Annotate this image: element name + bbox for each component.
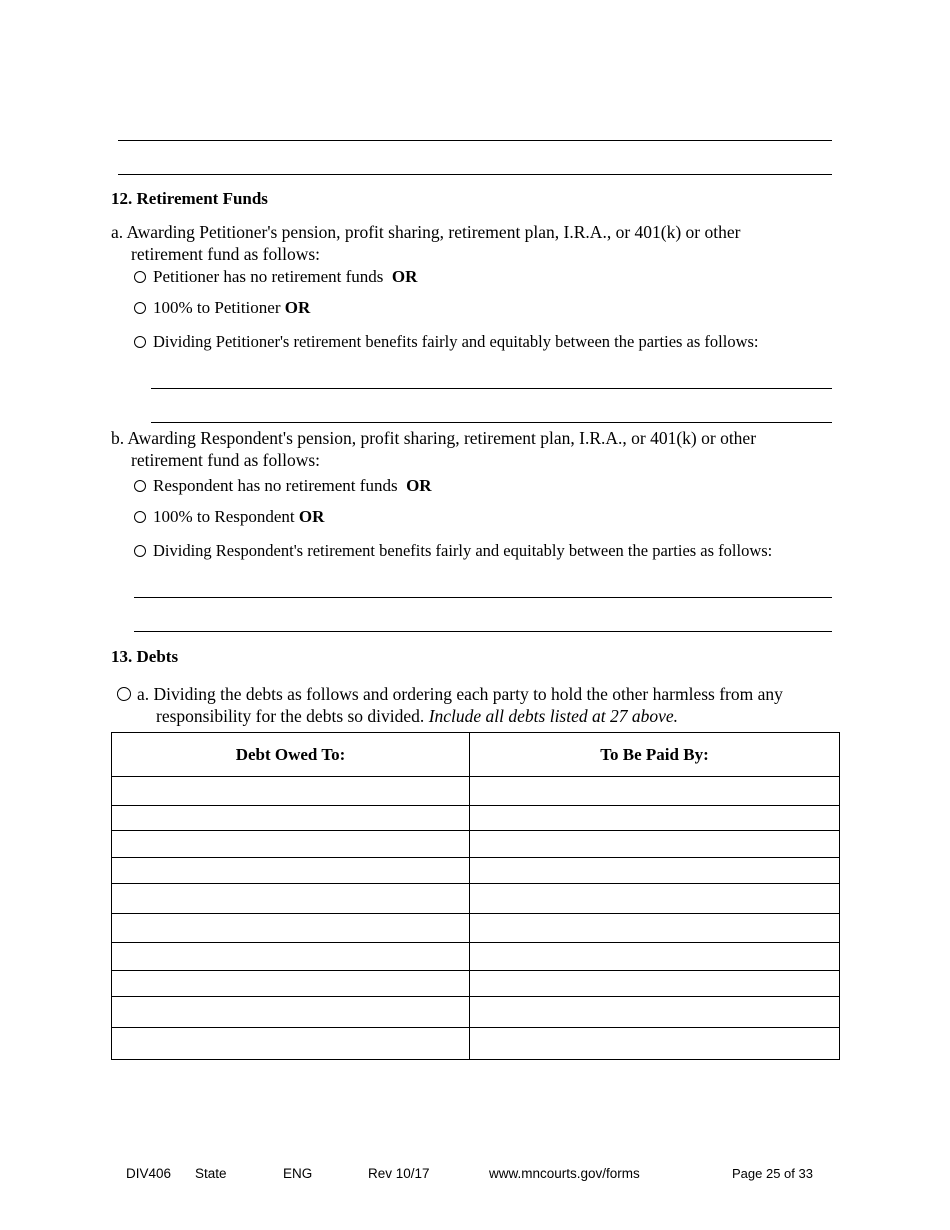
radio-button[interactable]	[134, 302, 146, 314]
retirement-a-text-line1: a. Awarding Petitioner's pension, profit sharing, retirement plan, I.R.A., or 401(k) or other	[111, 222, 741, 242]
radio-button[interactable]	[134, 480, 146, 492]
radio-button[interactable]	[134, 545, 146, 557]
debts-table	[111, 732, 840, 1060]
debt-owed-to-cell[interactable]	[112, 858, 470, 884]
fill-line[interactable]	[151, 422, 832, 423]
retirement-a-option-none[interactable]: Petitioner has no retirement funds OR	[134, 267, 417, 287]
to-be-paid-by-cell[interactable]	[470, 943, 840, 971]
debt-owed-to-cell[interactable]	[112, 806, 470, 831]
radio-button[interactable]	[134, 336, 146, 348]
footer-url: www.mncourts.gov/forms	[489, 1166, 640, 1181]
fill-line[interactable]	[118, 174, 832, 175]
debts-a-text-line2: responsibility for the debts so divided. Include all debts listed at 27 above.	[156, 706, 679, 726]
retirement-b-text-line2: retirement fund as follows:	[131, 450, 321, 470]
radio-button[interactable]	[134, 511, 146, 523]
to-be-paid-by-cell[interactable]	[470, 777, 840, 806]
table-row	[112, 997, 840, 1028]
fill-line[interactable]	[118, 140, 832, 141]
debt-owed-to-cell[interactable]	[112, 997, 470, 1028]
to-be-paid-by-cell[interactable]	[470, 884, 840, 914]
fill-line[interactable]	[134, 631, 832, 632]
section-heading-debts: 13. Debts	[111, 647, 179, 666]
retirement-b-option-none[interactable]: Respondent has no retirement funds OR	[134, 476, 432, 496]
table-row	[112, 1028, 840, 1060]
retirement-b-option-100[interactable]: 100% to Respondent OR	[134, 507, 324, 527]
debt-owed-to-cell[interactable]	[112, 777, 470, 806]
table-row	[112, 858, 840, 884]
to-be-paid-by-cell[interactable]	[470, 1028, 840, 1060]
footer-page-number: Page 25 of 33	[732, 1166, 813, 1181]
radio-button[interactable]	[117, 687, 131, 701]
to-be-paid-by-cell[interactable]	[470, 858, 840, 884]
table-row	[112, 777, 840, 806]
radio-button[interactable]	[134, 271, 146, 283]
fill-line[interactable]	[134, 597, 832, 598]
retirement-b-option-divide[interactable]: Dividing Respondent's retirement benefits fairly and equitably between the parties as follows:	[134, 541, 772, 561]
table-row	[112, 831, 840, 858]
table-row	[112, 884, 840, 914]
to-be-paid-by-cell[interactable]	[470, 806, 840, 831]
to-be-paid-by-cell[interactable]	[470, 997, 840, 1028]
column-header-debt-owed-to: Debt Owed To:	[112, 733, 470, 777]
footer-language: ENG	[283, 1166, 313, 1181]
retirement-a-text-line2: retirement fund as follows:	[131, 244, 321, 264]
fill-line[interactable]	[151, 388, 832, 389]
debts-note: Include all debts listed at 27 above.	[428, 706, 679, 726]
debt-owed-to-cell[interactable]	[112, 914, 470, 943]
to-be-paid-by-cell[interactable]	[470, 971, 840, 997]
table-row	[112, 971, 840, 997]
debts-a-option[interactable]: a. Dividing the debts as follows and ordering each party to hold the other harmless from any	[117, 683, 783, 705]
to-be-paid-by-cell[interactable]	[470, 831, 840, 858]
table-row	[112, 943, 840, 971]
section-heading-retirement-funds: 12. Retirement Funds	[111, 189, 268, 208]
debt-owed-to-cell[interactable]	[112, 1028, 470, 1060]
footer-form-id: DIV406	[126, 1166, 172, 1181]
debt-owed-to-cell[interactable]	[112, 943, 470, 971]
retirement-a-option-divide[interactable]: Dividing Petitioner's retirement benefits fairly and equitably between the parties as follows:	[134, 332, 759, 352]
footer-revision: Rev 10/17	[368, 1166, 430, 1181]
table-row	[112, 806, 840, 831]
column-header-to-be-paid-by: To Be Paid By:	[470, 733, 840, 777]
debt-owed-to-cell[interactable]	[112, 971, 470, 997]
footer-scope: State	[195, 1166, 227, 1181]
retirement-a-option-100[interactable]: 100% to Petitioner OR	[134, 298, 310, 318]
debt-owed-to-cell[interactable]	[112, 831, 470, 858]
to-be-paid-by-cell[interactable]	[470, 914, 840, 943]
retirement-b-text-line1: b. Awarding Respondent's pension, profit sharing, retirement plan, I.R.A., or 401(k) or other	[111, 428, 757, 448]
debt-owed-to-cell[interactable]	[112, 884, 470, 914]
table-row	[112, 914, 840, 943]
